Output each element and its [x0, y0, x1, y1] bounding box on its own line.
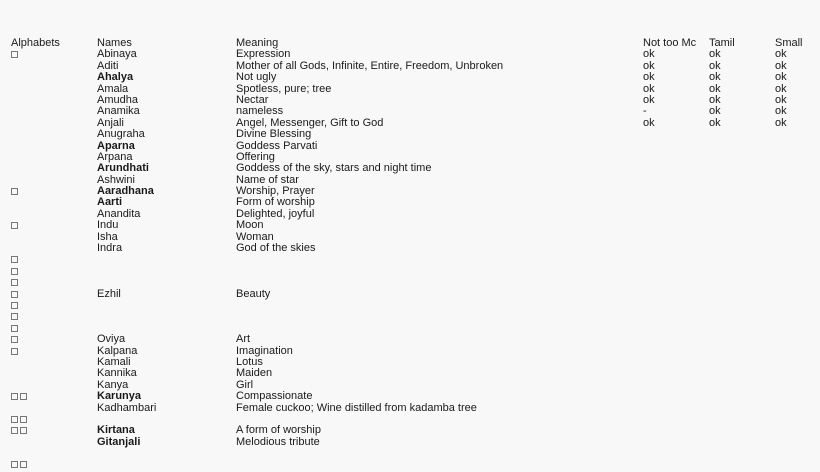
meaning-cell: Melodious tribute: [236, 436, 320, 448]
table-row: [0, 311, 820, 322]
table-row: [0, 357, 820, 368]
name-cell: Aaradhana: [97, 186, 154, 198]
name-cell: Kamali: [97, 356, 131, 368]
table-row: [0, 118, 820, 129]
header-row: [0, 38, 820, 49]
table-row: [0, 448, 820, 459]
missing-glyph-icon: [11, 291, 18, 298]
name-cell: Anamika: [97, 106, 140, 118]
missing-glyph-icon: [11, 51, 18, 58]
meaning-cell: nameless: [236, 106, 284, 118]
missing-glyph-boxes: [11, 323, 18, 334]
tamil-cell: ok: [709, 72, 721, 84]
not-too-mc-cell: ok: [643, 72, 655, 84]
name-cell: Anandita: [97, 208, 141, 220]
missing-glyph-boxes: [11, 311, 18, 322]
name-cell: Kannika: [97, 368, 137, 380]
name-cell: Indu: [97, 220, 119, 232]
name-cell: Gitanjali: [97, 436, 141, 448]
missing-glyph-icon: [20, 427, 27, 434]
not-too-mc-cell: ok: [643, 94, 655, 106]
table-row: [0, 61, 820, 72]
header-small: Small: [775, 38, 803, 49]
missing-glyph-boxes: [11, 459, 27, 470]
missing-glyph-boxes: [11, 220, 18, 231]
header-meaning: Meaning: [236, 38, 279, 49]
missing-glyph-boxes: [11, 186, 18, 197]
missing-glyph-boxes: [11, 277, 18, 288]
table-row: [0, 129, 820, 140]
name-cell: Isha: [97, 231, 118, 243]
name-cell: Ahalya: [97, 72, 134, 84]
missing-glyph-icon: [20, 461, 27, 468]
name-cell: Amala: [97, 83, 129, 95]
table-row: [0, 391, 820, 402]
missing-glyph-boxes: [11, 254, 18, 265]
missing-glyph-boxes: [11, 346, 18, 357]
table-row: [0, 403, 820, 414]
table-row: [0, 72, 820, 83]
name-cell: Ashwini: [97, 174, 135, 186]
name-cell: Kalpana: [97, 345, 138, 357]
missing-glyph-icon: [20, 416, 27, 423]
meaning-cell: Mother of all Gods, Infinite, Entire, Freedom, Unbroken: [236, 60, 504, 72]
missing-glyph-boxes: [11, 391, 27, 402]
table-row: [0, 243, 820, 254]
name-cell: Kadhambari: [97, 402, 157, 414]
not-too-mc-cell: ok: [643, 117, 655, 129]
not-too-mc-cell: -: [643, 106, 647, 118]
table-row: [0, 368, 820, 379]
meaning-cell: Angel, Messenger, Gift to God: [236, 117, 384, 129]
missing-glyph-icon: [11, 325, 18, 332]
name-cell: Indra: [97, 243, 123, 255]
meaning-cell: Form of worship: [236, 197, 315, 209]
meaning-cell: Not ugly: [236, 72, 277, 84]
name-cell: Aditi: [97, 60, 119, 72]
meaning-cell: Spotless, pure; tree: [236, 83, 332, 95]
table-row: [0, 254, 820, 265]
missing-glyph-icon: [11, 302, 18, 309]
name-cell: Oviya: [97, 334, 126, 346]
meaning-cell: Lotus: [236, 356, 263, 368]
table-row: [0, 346, 820, 357]
table-row: [0, 425, 820, 436]
table-row: [0, 300, 820, 311]
table-row: [0, 106, 820, 117]
meaning-cell: God of the skies: [236, 243, 316, 255]
table-row: [0, 163, 820, 174]
meaning-cell: Girl: [236, 379, 254, 391]
meaning-cell: Divine Blessing: [236, 129, 312, 141]
table-row: [0, 49, 820, 60]
missing-glyph-icon: [11, 256, 18, 263]
meaning-cell: Imagination: [236, 345, 293, 357]
missing-glyph-icon: [11, 222, 18, 229]
meaning-cell: Goddess of the sky, stars and night time: [236, 163, 432, 175]
missing-glyph-boxes: [11, 300, 18, 311]
name-cell: Arpana: [97, 151, 133, 163]
meaning-cell: Female cuckoo; Wine distilled from kadamba tree: [236, 402, 477, 414]
missing-glyph-icon: [11, 268, 18, 275]
table-row: [0, 95, 820, 106]
meaning-cell: Beauty: [236, 288, 271, 300]
tamil-cell: ok: [709, 60, 721, 72]
alphabet-marker: [11, 459, 91, 471]
header-alphabets: Alphabets: [11, 38, 60, 49]
meaning-cell: Maiden: [236, 368, 273, 380]
small-cell: ok: [775, 49, 787, 61]
missing-glyph-boxes: [11, 266, 18, 277]
missing-glyph-icon: [20, 393, 27, 400]
not-too-mc-cell: ok: [643, 83, 655, 95]
meaning-cell: Woman: [236, 231, 274, 243]
name-cell: Amudha: [97, 94, 138, 106]
name-cell: Kirtana: [97, 425, 135, 437]
not-too-mc-cell: ok: [643, 60, 655, 72]
table-row: [0, 334, 820, 345]
table-row: [0, 84, 820, 95]
missing-glyph-icon: [11, 416, 18, 423]
small-cell: ok: [775, 94, 787, 106]
missing-glyph-icon: [11, 336, 18, 343]
table-row: [0, 197, 820, 208]
meaning-cell: Art: [236, 334, 251, 346]
table-row: [0, 232, 820, 243]
table-row: [0, 414, 820, 425]
name-cell: Kanya: [97, 379, 129, 391]
table-row: [0, 289, 820, 300]
missing-glyph-icon: [11, 393, 18, 400]
name-cell: Karunya: [97, 391, 142, 403]
missing-glyph-boxes: [11, 425, 27, 436]
meaning-cell: Compassionate: [236, 391, 313, 403]
meaning-cell: Nectar: [236, 94, 269, 106]
name-cell: Anjali: [97, 117, 124, 129]
header-not-too-mc: Not too Mc: [643, 38, 697, 49]
name-cell: Anugraha: [97, 129, 145, 141]
table-row: [0, 266, 820, 277]
names-table: [0, 38, 820, 471]
table-row: [0, 380, 820, 391]
table-row: [0, 175, 820, 186]
missing-glyph-icon: [11, 461, 18, 468]
table-row: [0, 277, 820, 288]
meaning-cell: Worship, Prayer: [236, 186, 315, 198]
meaning-cell: Name of star: [236, 174, 299, 186]
table-row: [0, 152, 820, 163]
missing-glyph-icon: [11, 313, 18, 320]
tamil-cell: ok: [709, 49, 721, 61]
not-too-mc-cell: ok: [643, 49, 655, 61]
table-row: [0, 209, 820, 220]
small-cell: ok: [775, 60, 787, 72]
table-row: [0, 220, 820, 231]
table-row: [0, 437, 820, 448]
name-cell: Abinaya: [97, 49, 137, 61]
missing-glyph-icon: [11, 188, 18, 195]
tamil-cell: ok: [709, 94, 721, 106]
meaning-cell: A form of worship: [236, 425, 321, 437]
small-cell: ok: [775, 117, 787, 129]
name-cell: Aarti: [97, 197, 123, 209]
missing-glyph-boxes: [11, 414, 27, 425]
name-cell: Arundhati: [97, 163, 149, 175]
meaning-cell: Delighted, joyful: [236, 208, 315, 220]
name-cell: Aparna: [97, 140, 135, 152]
missing-glyph-icon: [11, 348, 18, 355]
meaning-cell: Offering: [236, 151, 275, 163]
missing-glyph-boxes: [11, 49, 18, 60]
header-names: Names: [97, 38, 132, 49]
table-row: [0, 141, 820, 152]
header-tamil: Tamil: [709, 38, 735, 49]
small-cell: ok: [775, 106, 787, 118]
meaning-cell: Expression: [236, 49, 291, 61]
table-row: [0, 323, 820, 334]
tamil-cell: ok: [709, 117, 721, 129]
small-cell: ok: [775, 72, 787, 84]
missing-glyph-boxes: [11, 334, 18, 345]
table-row: [0, 459, 820, 470]
tamil-cell: ok: [709, 106, 721, 118]
missing-glyph-icon: [11, 427, 18, 434]
name-cell: Ezhil: [97, 288, 121, 300]
missing-glyph-boxes: [11, 289, 18, 300]
meaning-cell: Moon: [236, 220, 264, 232]
tamil-cell: ok: [709, 83, 721, 95]
missing-glyph-icon: [11, 279, 18, 286]
meaning-cell: Goddess Parvati: [236, 140, 318, 152]
table-row: [0, 186, 820, 197]
small-cell: ok: [775, 83, 787, 95]
table-body: [0, 49, 820, 470]
